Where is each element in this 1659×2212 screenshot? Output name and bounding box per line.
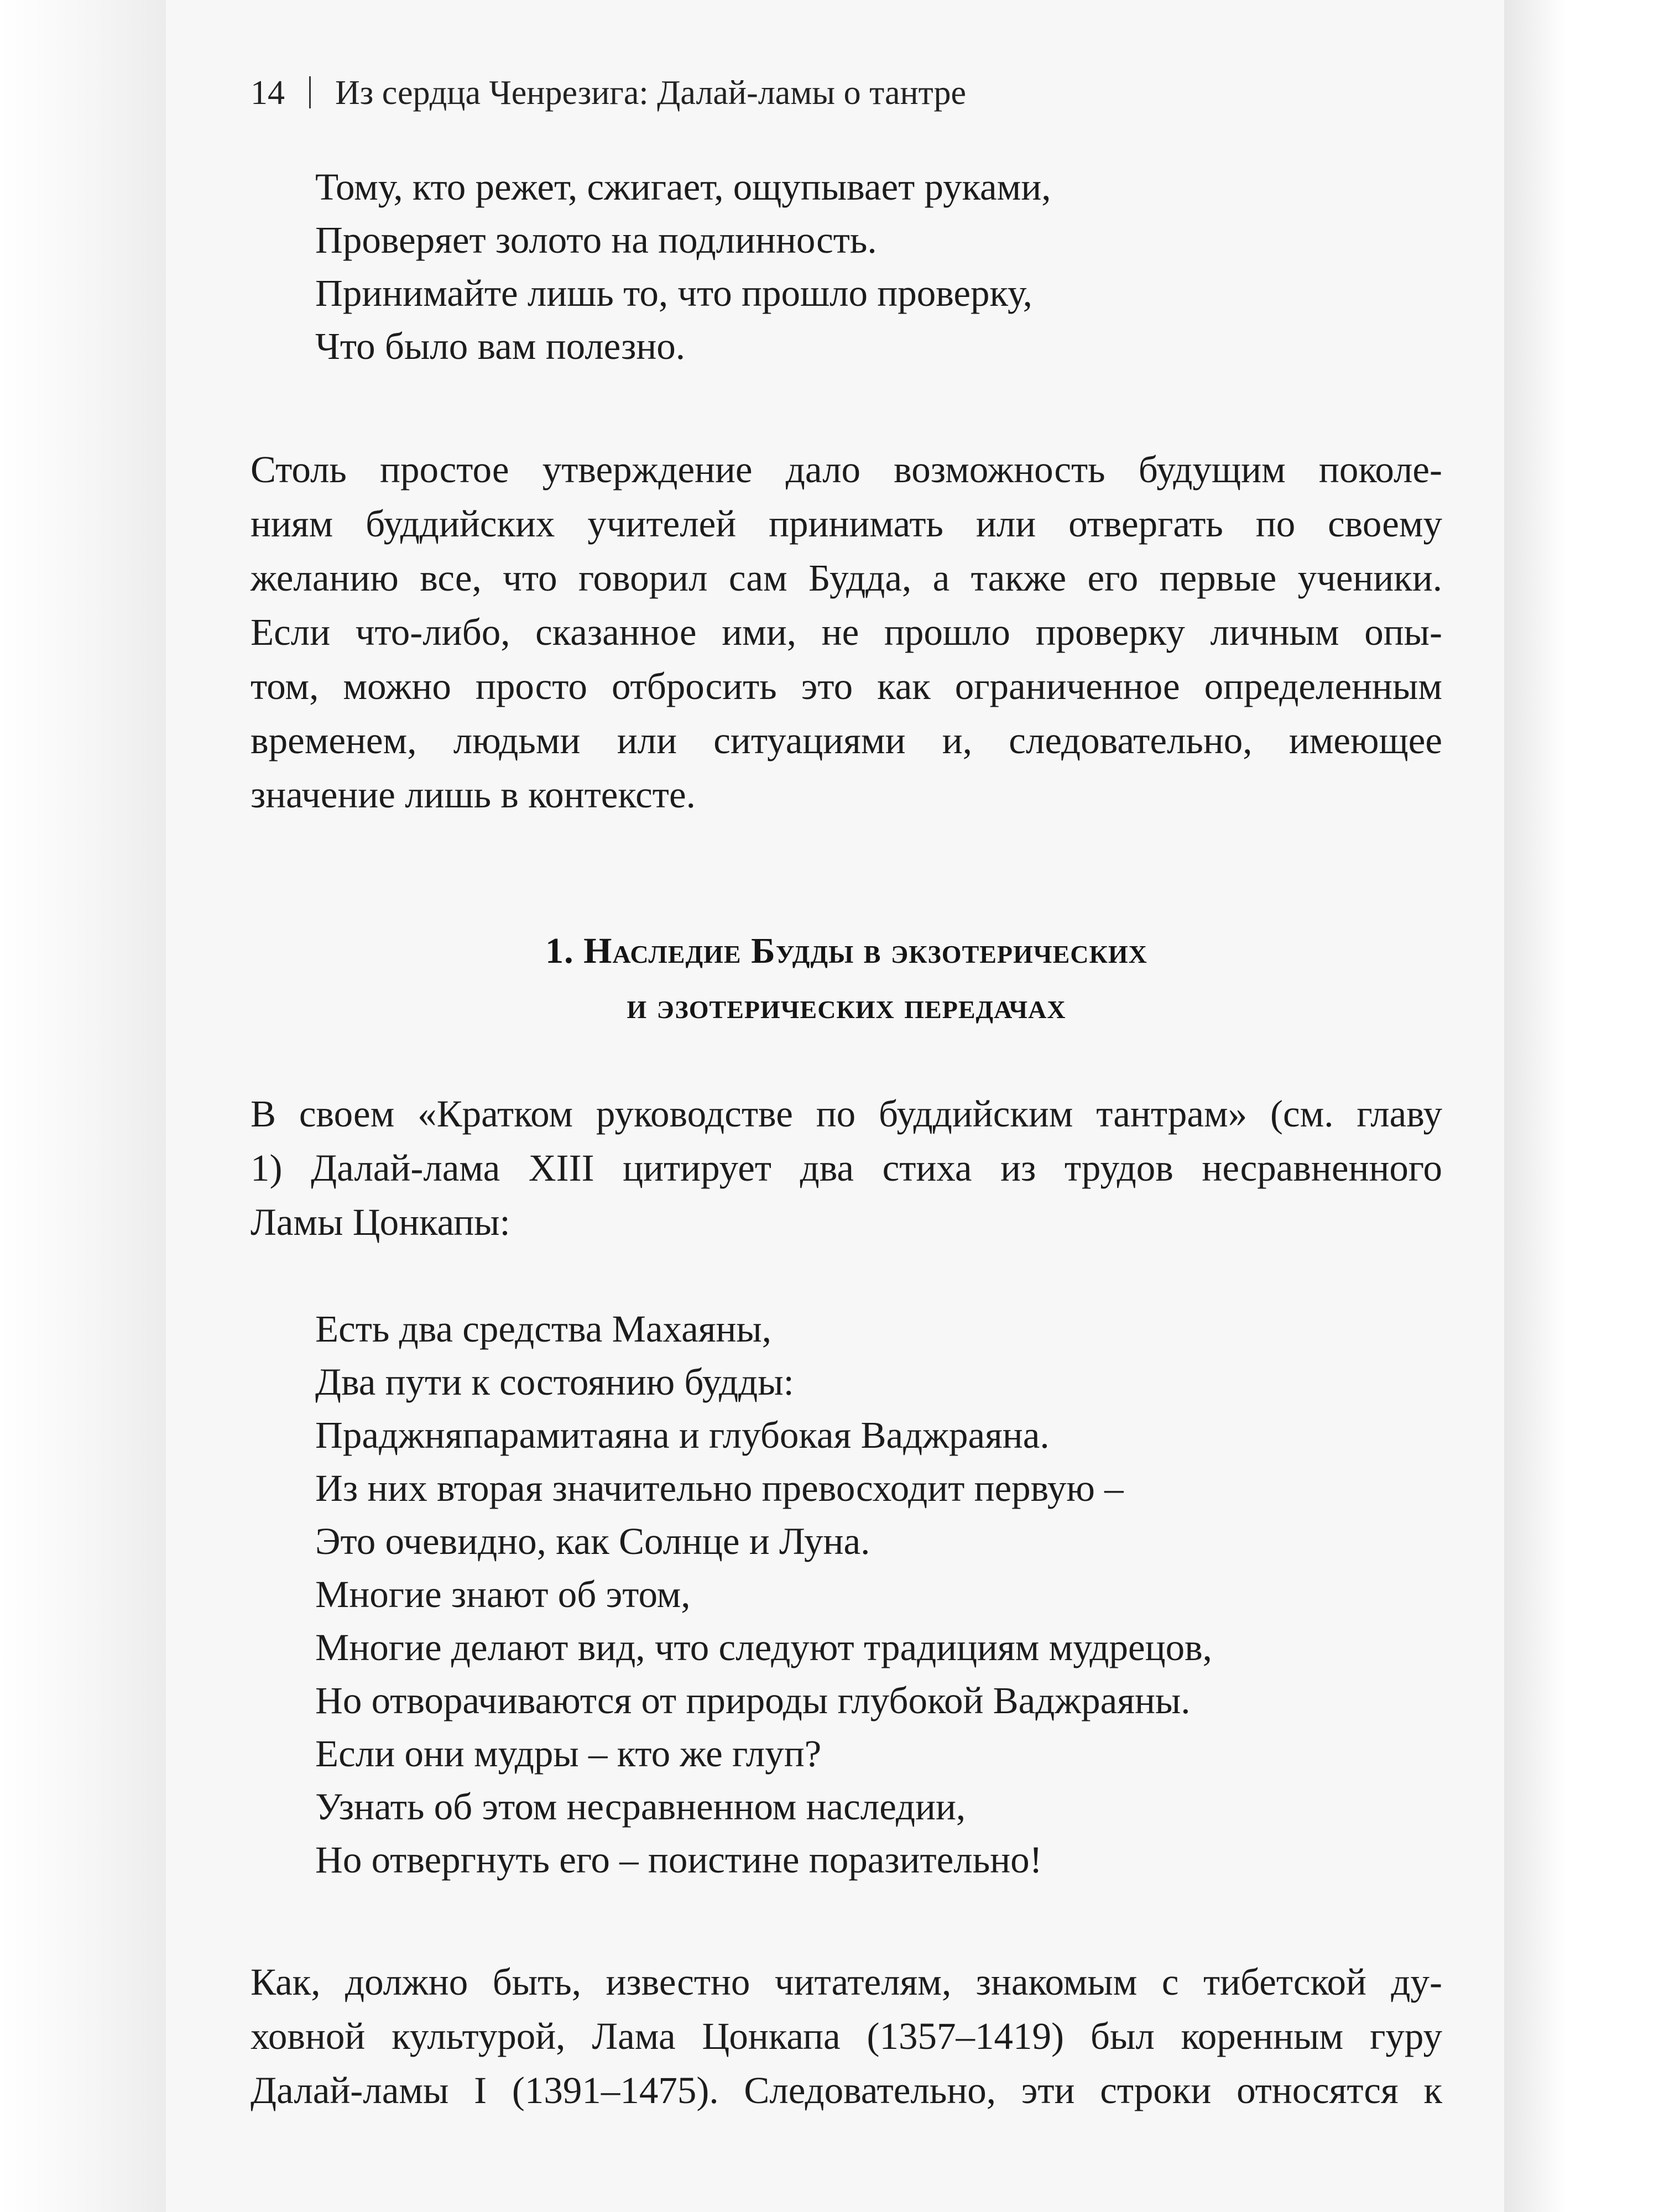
- verse-line: Но отвергнуть его – поистине поразительно!: [315, 1839, 1042, 1881]
- book-title: Из сердца Ченрезига: Далай-ламы о тантре: [335, 74, 967, 112]
- book-spine-shadow: [0, 0, 166, 2212]
- running-head-separator: [309, 76, 311, 108]
- verse-line: Если они мудры – кто же глуп?: [315, 1733, 822, 1775]
- paragraph-line: Далай-ламы I (1391–1475). Следовательно, эти строки относятся к: [251, 2069, 1442, 2111]
- page-number: 14: [251, 74, 285, 112]
- verse-line: Это очевидно, как Солнце и Луна.: [315, 1520, 870, 1562]
- paragraph-line: Если что-либо, сказанное ими, не прошло проверку личным опы-: [251, 611, 1442, 653]
- paragraph-line: желанию все, что говорил сам Будда, а также его первые ученики.: [251, 557, 1442, 599]
- paragraph-line: временем, людьми или ситуациями и, следовательно, имеющее: [251, 719, 1442, 761]
- paragraph-line: В своем «Кратком руководстве по буддийским тантрам» (см. главу: [251, 1093, 1442, 1135]
- verse-line: Что было вам полезно.: [315, 325, 686, 367]
- verse-line: Многие делают вид, что следуют традициям мудрецов,: [315, 1626, 1212, 1668]
- paragraph-line: значение лишь в контексте.: [251, 774, 696, 816]
- paragraph-line: ниям буддийских учителей принимать или отвергать по своему: [251, 503, 1442, 545]
- paragraph-line: 1) Далай-лама XIII цитирует два стиха из трудов несравненного: [251, 1147, 1442, 1189]
- paragraph-line: ховной культурой, Лама Цонкапа (1357–1419) был коренным гуру: [251, 2015, 1442, 2057]
- verse-line: Узнать об этом несравненном наследии,: [315, 1786, 966, 1828]
- paragraph-2: [251, 1087, 1442, 1249]
- verse-line: Тому, кто режет, сжигает, ощупывает руками,: [315, 166, 1051, 208]
- paragraph-line: Ламы Цонкапы:: [251, 1201, 510, 1243]
- verse-line: Принимайте лишь то, что прошло проверку,: [315, 272, 1032, 314]
- verse-line: Два пути к состоянию будды:: [315, 1361, 794, 1403]
- paragraph-line: Столь простое утверждение дало возможность будущим поколе-: [251, 448, 1442, 491]
- section-heading-line: и эзотерических передачах: [627, 986, 1066, 1026]
- verse-line: Из них вторая значительно превосходит первую –: [315, 1467, 1124, 1509]
- paragraph-3: [251, 1955, 1442, 2117]
- verse-line: Праджняпарамитаяна и глубокая Ваджраяна.: [315, 1414, 1050, 1456]
- verse-line: Есть два средства Махаяны,: [315, 1308, 772, 1350]
- verse-quote-2: [315, 1302, 1212, 1886]
- verse-quote-1: [315, 160, 1051, 373]
- verse-line: Проверяет золото на подлинность.: [315, 219, 877, 261]
- paragraph-line: том, можно просто отбросить это как ограниченное определенным: [251, 665, 1442, 707]
- verse-line: Но отворачиваются от природы глубокой Ваджраяны.: [315, 1679, 1191, 1721]
- paragraph-1: [251, 442, 1442, 822]
- section-heading: [251, 924, 1442, 1034]
- page-edge: [1504, 0, 1659, 2212]
- running-head: [251, 71, 966, 115]
- verse-line: Многие знают об этом,: [315, 1573, 691, 1615]
- section-heading-line: 1. Наследие Будды в экзотерических: [545, 931, 1147, 971]
- paragraph-line: Как, должно быть, известно читателям, знакомым с тибетской ду-: [251, 1961, 1442, 2003]
